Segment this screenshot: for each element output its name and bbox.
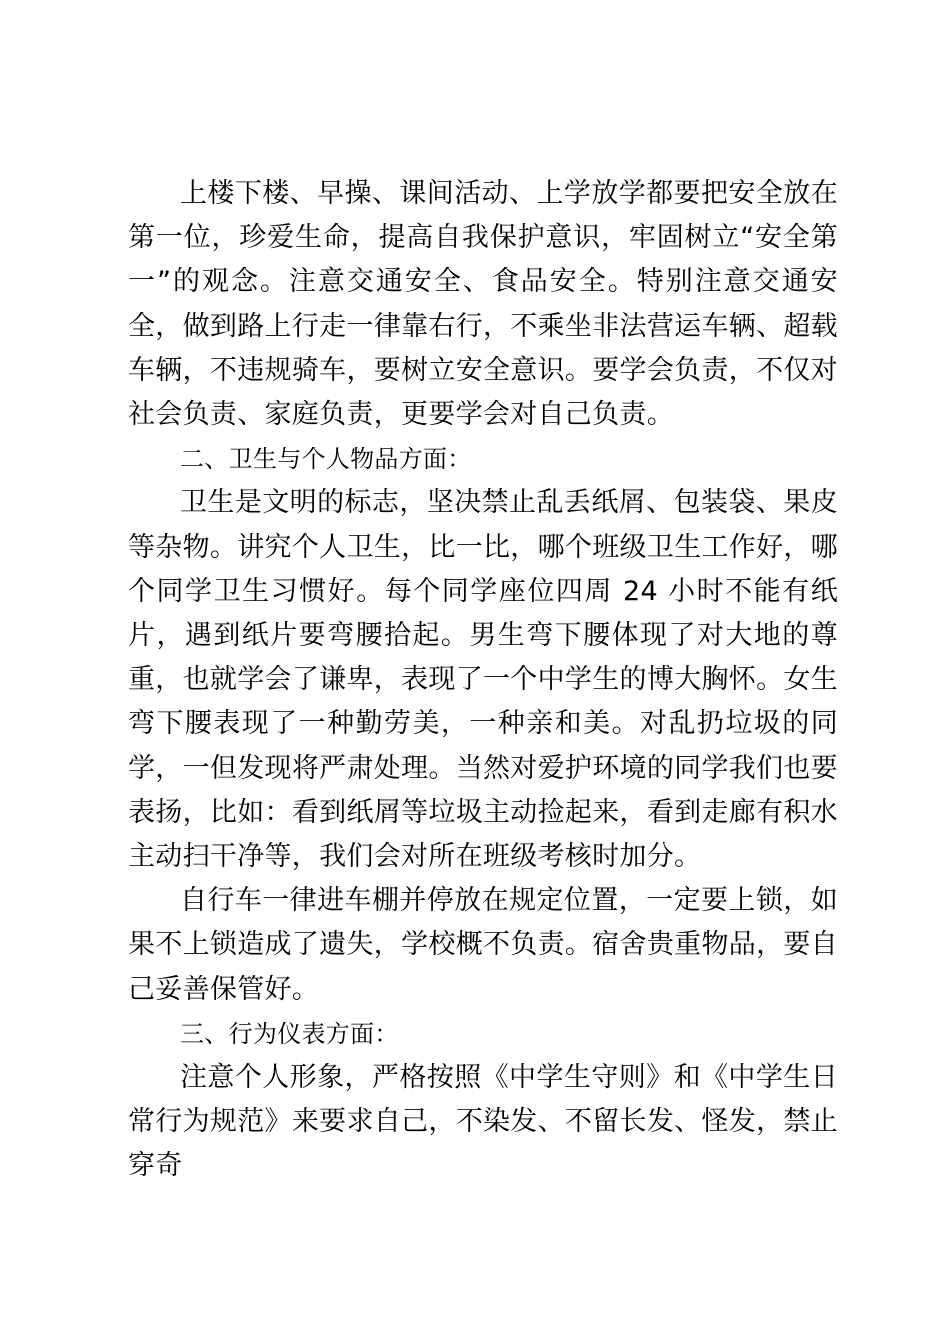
section-heading-hygiene: 二、卫生与个人物品方面： xyxy=(180,445,472,474)
section-heading-conduct: 三、行为仪表方面： xyxy=(180,1019,399,1048)
paragraph-belongings: 自行车一律进车棚并停放在规定位置，一定要上锁，如果不上锁造成了遗失，学校概不负责。宿舍贵重物品，要自己妥善保管好。 xyxy=(128,885,838,1005)
paragraph-hygiene: 卫生是文明的标志，坚决禁止乱丢纸屑、包装袋、果皮等杂物。讲究个人卫生，比一比，哪个班级卫生工作好，哪个同学卫生习惯好。每个同学座位四周 24 小时不能有纸片，遇到纸片要弯腰拾起。男生弯下腰体现了对大地的尊重，也就学会了谦卑，表现了一个中学生的博大胸怀。女生弯下腰表现了一种勤劳美，一种亲和美。对乱扔垃圾的同学，一但发现将严肃处理。当然对爱护环境的同学我们也要表扬，比如：看到纸屑等垃圾主动捡起来，看到走廊有积水主动扫干净等，我们会对所在班级考核时加分。 xyxy=(128,487,838,873)
paragraph-safety: 上楼下楼、早操、课间活动、上学放学都要把安全放在第一位，珍爱生命，提高自我保护意识，牢固树立“安全第一”的观念。注意交通安全、食品安全。特别注意交通安全，做到路上行走一律靠右行，不乘坐非法营运车辆、超载车辆，不违规骑车，要树立安全意识。要学会负责，不仅对社会负责、家庭负责，更要学会对自己负责。 xyxy=(128,178,838,431)
paragraph-conduct: 注意个人形象，严格按照《中学生守则》和《中学生日常行为规范》来要求自己，不染发、不留长发、怪发，禁止穿奇 xyxy=(128,1062,838,1182)
document-body xyxy=(128,172,838,1189)
